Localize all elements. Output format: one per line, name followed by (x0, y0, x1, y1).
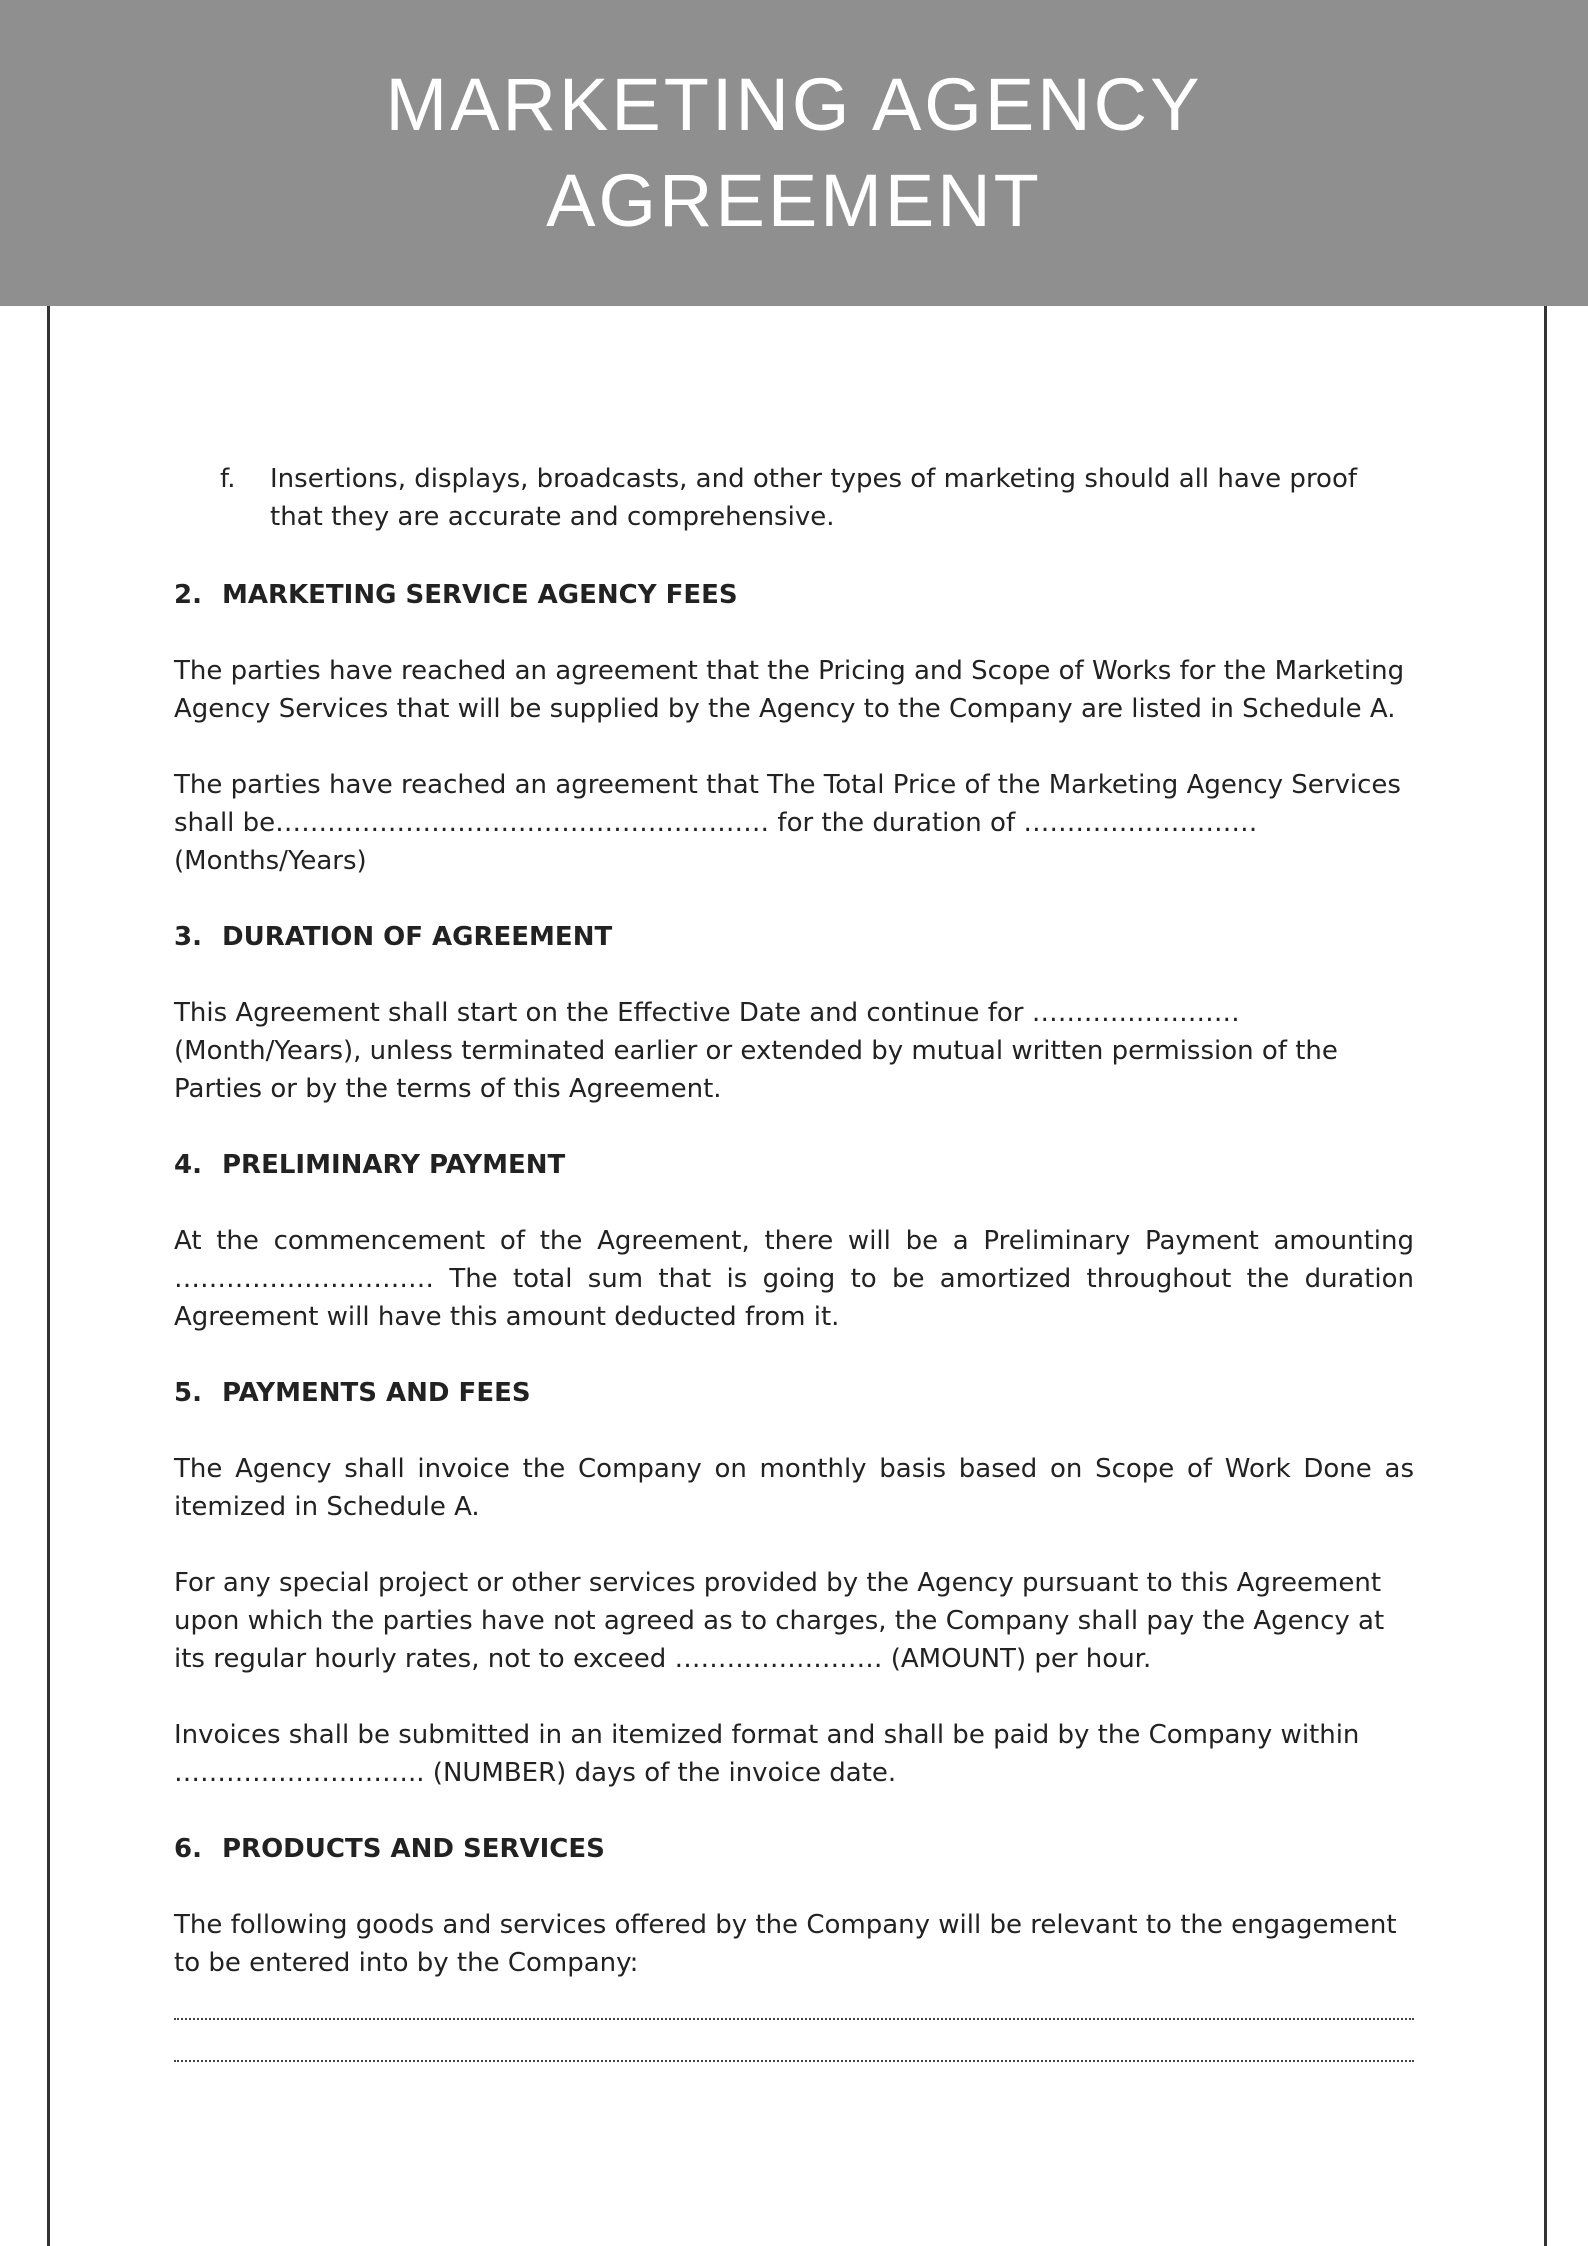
section-title: MARKETING SERVICE AGENCY FEES (222, 580, 738, 610)
section-title: DURATION OF AGREEMENT (222, 922, 613, 952)
section-title: PAYMENTS AND FEES (222, 1378, 531, 1408)
title-banner (0, 0, 1588, 306)
section-title: PRODUCTS AND SERVICES (222, 1834, 605, 1864)
list-item-f (220, 460, 1414, 536)
fill-in-dotted-line (174, 2024, 1414, 2062)
document-content (174, 460, 1414, 2066)
paragraph: The parties have reached an agreement that the Pricing and Scope of Works for the Marketing Agency Services that will be supplied by the Agency to the Company are listed in Schedule A. (174, 656, 1405, 724)
paragraph: For any special project or other services provided by the Agency pursuant to this Agreement upon which the parties have not agreed as to charges, the Company shall pay the Agency at its regular hourly rates, not to exceed …………………… (AMOUNT) per hour. (174, 1568, 1385, 1674)
paragraph: Invoices shall be submitted in an itemized format and shall be paid by the Company within ……………………….. (NUMBER) days of the invoice date. (174, 1720, 1360, 1788)
paragraph: This Agreement shall start on the Effective Date and continue for …………………… (Month/Years), unless terminated earlier or extended by mutual written permission of the Parties or by the terms of this Agreement. (174, 998, 1338, 1104)
section-heading-payments (174, 1374, 1414, 1412)
section-number: 3. (174, 922, 202, 952)
section-heading-preliminary-payment (174, 1146, 1414, 1184)
paragraph: The Agency shall invoice the Company on monthly basis based on Scope of Work Done as itemized in Schedule A. (174, 1454, 1414, 1522)
banner-title-line-1: MARKETING AGENCY (385, 63, 1203, 146)
list-item-text: Insertions, displays, broadcasts, and other types of marketing should all have proof that they are accurate and comprehensive. (270, 464, 1358, 532)
paragraph: The following goods and services offered by the Company will be relevant to the engagement to be entered into by the Company: (174, 1910, 1397, 1978)
list-marker: f. (220, 464, 236, 494)
section-number: 6. (174, 1834, 202, 1864)
paragraph: At the commencement of the Agreement, there will be a Preliminary Payment amounting ………………………… The total sum that is going to be amortized throughout the duration Agreement will have this amount deducted from it. (174, 1226, 1414, 1332)
paragraph: The parties have reached an agreement that The Total Price of the Marketing Agency Services shall be………………………………………………… for the duration of ……………………… (Months/Years) (174, 770, 1401, 876)
fill-in-dotted-line (174, 1982, 1414, 2020)
section-title: PRELIMINARY PAYMENT (222, 1150, 566, 1180)
section-number: 2. (174, 580, 202, 610)
section-number: 5. (174, 1378, 202, 1408)
section-heading-fees (174, 576, 1414, 614)
section-heading-products (174, 1830, 1414, 1868)
section-heading-duration (174, 918, 1414, 956)
banner-title-line-2: AGREEMENT (546, 159, 1042, 242)
section-number: 4. (174, 1150, 202, 1180)
